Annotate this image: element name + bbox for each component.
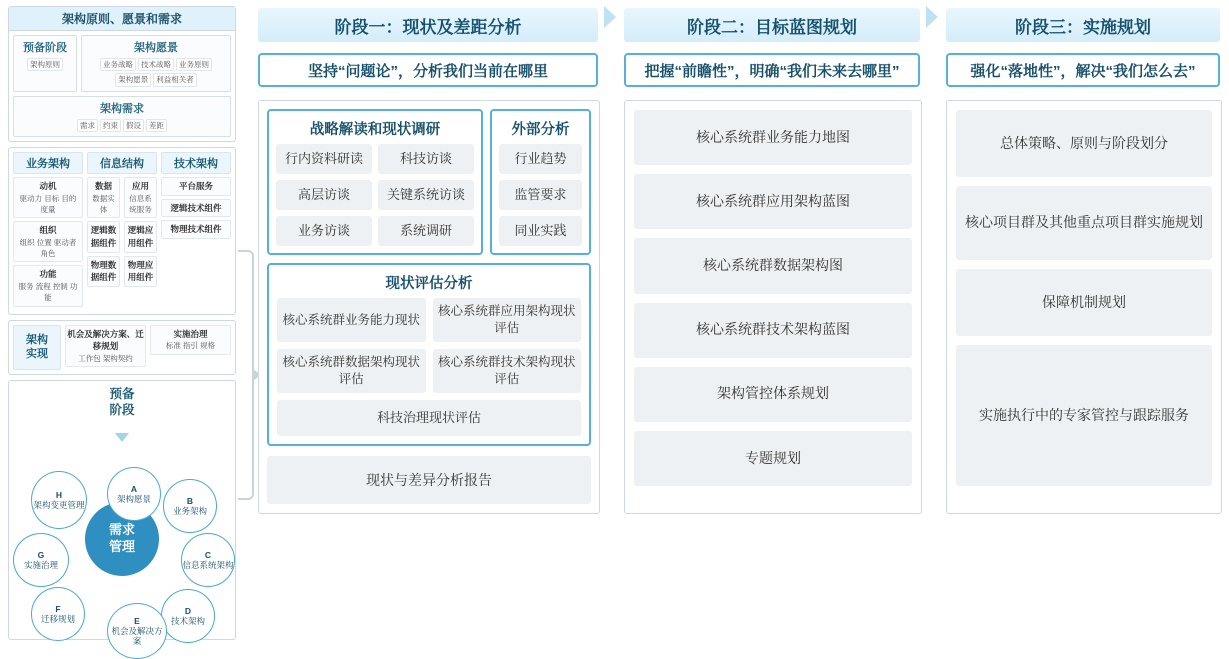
arch-vision-items: 业务战略 技术战略 业务原则架构愿景 利益相关者	[85, 57, 227, 88]
stage1-top-row	[267, 109, 591, 255]
is-cell: 物理数据组件	[87, 256, 120, 288]
node-A: A 架构愿景	[107, 467, 161, 521]
business-architecture-head: 业务架构	[13, 152, 83, 174]
ba-cell: 功能 服务 流程 控制 功能	[13, 265, 83, 306]
architecture-columns	[13, 152, 231, 310]
is-cell: 数据 数据实体	[87, 177, 120, 218]
stage-1-header: 阶段一：现状及差距分析	[258, 8, 598, 42]
strategy-cell: 系统调研	[378, 216, 474, 246]
strategy-research-title: 战略解读和现状调研	[309, 122, 441, 138]
requirements-management-node: 需求 管理	[85, 502, 159, 576]
left-column	[8, 6, 236, 647]
external-analysis-card	[490, 109, 591, 255]
stage-3-body	[946, 100, 1222, 514]
principles-row-top	[13, 35, 231, 96]
stage-2-list	[625, 101, 921, 495]
governance-cards	[150, 325, 231, 371]
technology-architecture-head: 技术架构	[161, 152, 231, 174]
stage-2-body	[624, 100, 922, 514]
stage2-item: 核心系统群技术架构蓝图	[634, 303, 912, 358]
ba-cell: 动机 驱动力 目标 目的 度量	[13, 177, 83, 218]
realization-label: 架构 实现	[13, 325, 61, 371]
strategy-row	[276, 180, 474, 210]
strategy-cell: 关键系统访谈	[378, 180, 474, 210]
information-structure-head: 信息结构	[87, 152, 157, 174]
principles-title: 架构原则、愿景和需求	[9, 7, 235, 31]
current-state-assessment-card	[267, 263, 591, 446]
business-architecture-column	[13, 152, 83, 310]
stage-3-header: 阶段三：实施规划	[946, 8, 1220, 42]
is-cell: 物理应用组件	[124, 256, 157, 288]
stage-1-subtitle: 坚持“问题论”，分析我们当前在哪里	[258, 53, 598, 87]
architecture-body	[9, 148, 235, 314]
information-structure-column	[87, 152, 157, 310]
node-C: C 信息系统架构	[181, 533, 235, 587]
stage3-item: 保障机制规划	[956, 269, 1212, 336]
node-D: D 技术架构	[161, 589, 215, 643]
stage3-item: 实施执行中的专家管控与跟踪服务	[956, 345, 1212, 486]
assessment-cell: 核心系统群数据架构现状评估	[277, 349, 426, 393]
realization-row	[13, 325, 231, 371]
strategy-row	[276, 144, 474, 174]
stage-2-header: 阶段二：目标蓝图规划	[624, 8, 920, 42]
realization-cards	[65, 325, 146, 371]
node-H: H 架构变更管理	[31, 471, 87, 529]
stage2-item: 核心系统群数据架构图	[634, 238, 912, 293]
assessment-row	[277, 298, 581, 342]
principles-body	[9, 31, 235, 141]
strategy-research-cells	[269, 144, 481, 253]
is-cell: 逻辑应用组件	[124, 221, 157, 253]
node-E: E 机会及解决方案	[107, 603, 167, 659]
assessment-row	[277, 349, 581, 393]
arch-requirement-block	[13, 96, 231, 137]
arch-requirement-items: 需求 约束 假设 差距	[17, 118, 227, 133]
stage-1-inner	[259, 101, 599, 504]
architecture-panel	[8, 147, 236, 315]
principles-panel	[8, 6, 236, 142]
prep-stage-title: 预备 阶段	[109, 387, 135, 417]
gap-analysis-report-cell: 现状与差异分析报告	[267, 456, 591, 504]
stage2-item: 核心系统群应用架构蓝图	[634, 174, 912, 229]
ta-cell: 物理技术组件	[161, 220, 231, 239]
realization-body	[9, 321, 235, 375]
stage3-item: 总体策略、原则与阶段划分	[956, 110, 1212, 177]
governance-card: 实施治理 标准 指引 规格	[150, 325, 231, 355]
strategy-cell: 业务访谈	[276, 216, 372, 246]
strategy-research-card	[267, 109, 483, 255]
node-G: G 实施治理	[13, 533, 69, 587]
stage2-item: 核心系统群业务能力地图	[634, 110, 912, 165]
technology-architecture-column	[161, 152, 231, 310]
is-row	[87, 221, 157, 256]
ta-cell: 平台服务	[161, 177, 231, 196]
assessment-wide-cell: 科技治理现状评估	[277, 400, 581, 436]
opportunity-card: 机会及解决方案、迁移规划 工作包 架构契约	[65, 325, 146, 368]
node-F: F 迁移规划	[31, 587, 85, 641]
external-cell: 监管要求	[499, 180, 582, 210]
prep-stage-items: 架构原则	[17, 57, 73, 72]
assessment-cell: 核心系统群应用架构现状评估	[433, 298, 582, 342]
stage2-item: 专题规划	[634, 431, 912, 486]
assessment-cell: 核心系统群业务能力现状	[277, 298, 426, 342]
strategy-cell: 行内资料研读	[276, 144, 372, 174]
external-cell: 同业实践	[499, 216, 582, 246]
external-cell: 行业趋势	[499, 144, 582, 174]
stage3-item: 核心项目群及其他重点项目群实施规划	[956, 186, 1212, 260]
ta-cell: 逻辑技术组件	[161, 199, 231, 218]
togaf-cycle-diagram	[8, 380, 236, 647]
chevron-right-icon	[604, 6, 616, 28]
stage-3-list	[947, 101, 1221, 495]
prep-stage-block	[13, 35, 77, 92]
is-row	[87, 256, 157, 291]
assessment-cell: 核心系统群技术架构现状评估	[433, 349, 582, 393]
is-cell: 应用 信息系统服务	[124, 177, 157, 218]
stage2-item: 架构管控体系规划	[634, 367, 912, 422]
stage-2-subtitle: 把握“前瞻性”，明确“我们未来去哪里”	[624, 53, 920, 87]
ba-cell: 组织 组织 位置 驱动者 角色	[13, 221, 83, 262]
chevron-right-icon	[926, 6, 938, 28]
arch-vision-block	[81, 35, 231, 92]
connector-bracket	[238, 250, 254, 500]
external-analysis-title: 外部分析	[511, 122, 570, 138]
assessment-title: 现状评估分析	[385, 276, 473, 292]
down-arrow-icon	[115, 433, 129, 442]
assessment-cells	[269, 298, 589, 444]
strategy-cell: 科技访谈	[378, 144, 474, 174]
architecture-realization-panel	[8, 320, 236, 376]
strategy-row	[276, 216, 474, 246]
arch-vision-head: 架构愿景	[134, 42, 178, 54]
node-B: B 业务架构	[163, 479, 217, 533]
is-row	[87, 177, 157, 221]
is-cell: 逻辑数据组件	[87, 221, 120, 253]
prep-stage-head: 预备阶段	[23, 42, 67, 54]
stage-3-subtitle: 强化“落地性”，解决“我们怎么去”	[946, 53, 1220, 87]
external-analysis-cells	[492, 144, 589, 253]
strategy-cell: 高层访谈	[276, 180, 372, 210]
arch-requirement-head: 架构需求	[100, 102, 144, 115]
stage-1-body	[258, 100, 600, 514]
